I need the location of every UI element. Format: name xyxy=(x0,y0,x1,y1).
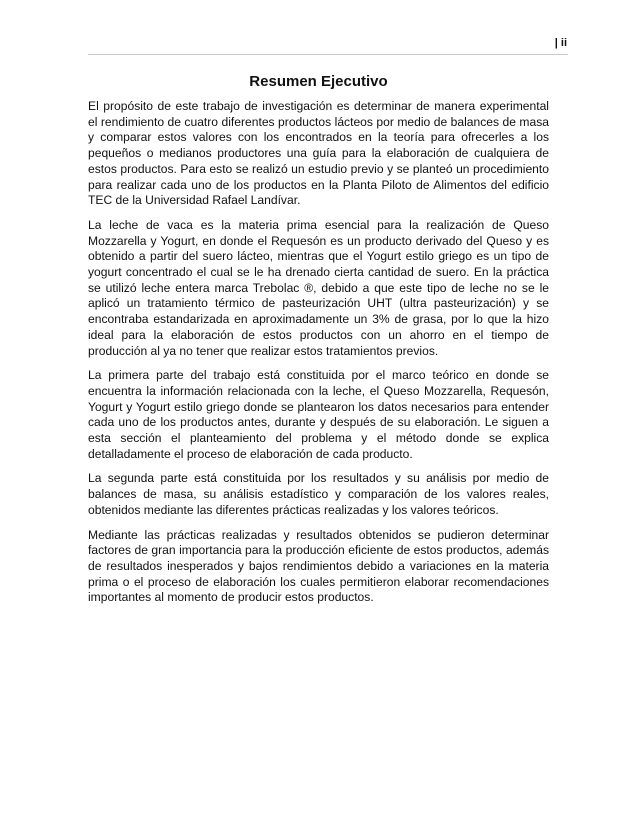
paragraph-conclusions: Mediante las prácticas realizadas y resultados obtenidos se pudieron determinar factores de gran importancia para la producción eficiente de estos productos, además de resultados inesperados y bajos rendimientos debido a variaciones en la materia prima o el proceso de elaboración los cuales permitieron elaborar recomendaciones importantes al momento de producir estos productos. xyxy=(88,527,549,605)
header-divider xyxy=(88,54,568,55)
paragraph-second-part: La segunda parte está constituida por los resultados y su análisis por medio de balances de masa, su análisis estadístico y comparación de los valores reales, obtenidos mediante las diferentes prácticas realizadas y los valores teóricos. xyxy=(88,471,549,517)
paragraph-first-part: La primera parte del trabajo está constituida por el marco teórico en donde se encuentra la información relacionada con la leche, el Queso Mozzarella, Requesón, Yogurt y Yogurt estilo griego donde se plantearon los datos necesarios para entender cada uno de los productos antes, durante y después de su elaboración. Le siguen a esta sección el planteamiento del problema y el método donde se explica detalladamente el proceso de elaboración de cada producto. xyxy=(88,368,549,461)
page-title: Resumen Ejecutivo xyxy=(249,73,388,90)
paragraph-purpose: El propósito de este trabajo de investigación es determinar de manera experimental el rendimiento de cuatro diferentes productos lácteos por medio de balances de masa y comparar estos valores con los encontrados en la teoría para ofrecerles a los pequeños o medianos productores una guía para la elaboración de cualquiera de estos productos. Para esto se realizó un estudio previo y se planteó un procedimiento para realizar cada uno de los productos en la Planta Piloto de Alimentos del edificio TEC de la Universidad Rafael Landívar. xyxy=(88,99,549,208)
page-number: | ii xyxy=(554,37,567,49)
paragraph-raw-material: La leche de vaca es la materia prima esencial para la realización de Queso Mozzarella y Yogurt, en donde el Requesón es un producto derivado del Queso y es obtenido a partir del suero lácteo, mientras que el Yogurt estilo griego es un tipo de yogurt concentrado el cual se le ha drenado cierta cantidad de suero. En la práctica se utilizó leche entera marca Trebolac ®, debido a que este tipo de leche no se le aplicó un tratamiento térmico de pasteurización UHT (ultra pasteurización) y se encontraba estandarizada en aproximadamente un 3% de grasa, por lo que la hizo ideal para la elaboración de estos productos con un ahorro en el tiempo de producción al ya no tener que realizar estos tratamientos previos. xyxy=(88,217,549,358)
document-body xyxy=(88,99,549,615)
